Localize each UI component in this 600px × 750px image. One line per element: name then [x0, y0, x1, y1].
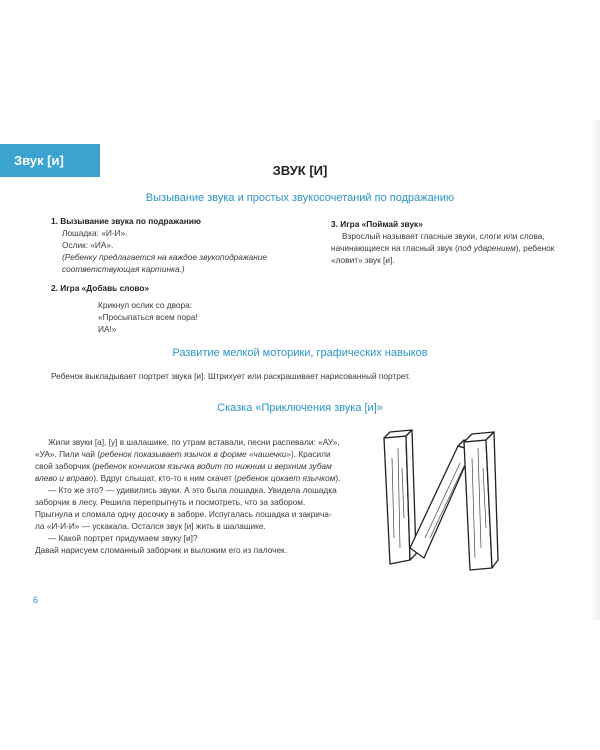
- section-header-imitation: Вызывание звука и простых звукосочетаний по подражанию: [145, 192, 455, 204]
- tale-line9: — Какой портрет придумаем звуку [и]?: [48, 533, 198, 543]
- tale-line10: Давай нарисуем сломанный заборчик и выложим его из палочек.: [35, 545, 287, 555]
- tale-line8: ла «И-И-И» — ускакала. Остался звук [и] жить в шалашике.: [35, 521, 266, 531]
- tale-line4: влево и вправо). Вдруг слышат, кто-то к ним скачет (ребенок цокает язычком).: [35, 473, 341, 483]
- poem-line1: Крикнул ослик со двора:: [98, 300, 193, 310]
- item1-line1: Лошадка: «И-И».: [62, 228, 128, 238]
- item1-note1: (Ребенку предлагается на каждое звукоподражание: [62, 252, 268, 262]
- page-title: ЗВУК [И]: [272, 163, 328, 178]
- tale-line3: свой заборчик (ребенок кончиком язычка водит по нижним и верхним зубам: [35, 461, 332, 471]
- motor-text: Ребенок выкладывает портрет звука [и]. Штрихует или раскрашивает нарисованный портрет.: [51, 371, 411, 381]
- section-header-tale: Сказка «Приключения звука [и]»: [217, 402, 383, 414]
- tale-line6: заборчик в лесу. Решила перепрыгнуть и посмотреть, что за забором.: [35, 497, 306, 507]
- item1-title: 1. Вызывание звука по подражанию: [51, 216, 201, 226]
- tale-line2: «УА». Пили чай (ребенок показывает язычок в форме «чашечки»). Красили: [35, 449, 331, 459]
- poem-line2: «Просыпаться всем пора!: [98, 312, 198, 322]
- letter-i-planks-illustration: [380, 428, 500, 576]
- item1-line2: Ослик: «ИА».: [62, 240, 114, 250]
- item3-title: 3. Игра «Поймай звук»: [331, 219, 423, 229]
- tale-line7: Прыгнула и сломала одну досочку в заборе. Испугалась лошадка и закрича-: [35, 509, 332, 519]
- tale-line1: Жили звуки [а], [у] в шалашике, по утрам вставали, песни распевали: «АУ»,: [48, 437, 340, 447]
- section-header-motor: Развитие мелкой моторики, графических навыков: [172, 347, 428, 359]
- item1-note2: соответствующая картинка.): [62, 264, 185, 274]
- item2-title: 2. Игра «Добавь слово»: [51, 283, 150, 293]
- page-number: 6: [33, 595, 39, 605]
- item3-line2: начинающиеся на гласный звук (под ударением), ребенок: [331, 243, 555, 253]
- chapter-tab: Звук [и]: [0, 144, 100, 177]
- poem-line3: ИА!»: [98, 324, 117, 334]
- item3-line3: «ловит» звук [и].: [331, 255, 395, 265]
- item3-line1: Взрослый называет гласные звуки, слоги или слова,: [342, 231, 545, 241]
- tale-line5: — Кто же это? — удивились звуки. А это была лошадка. Увидела лошадка: [48, 485, 337, 495]
